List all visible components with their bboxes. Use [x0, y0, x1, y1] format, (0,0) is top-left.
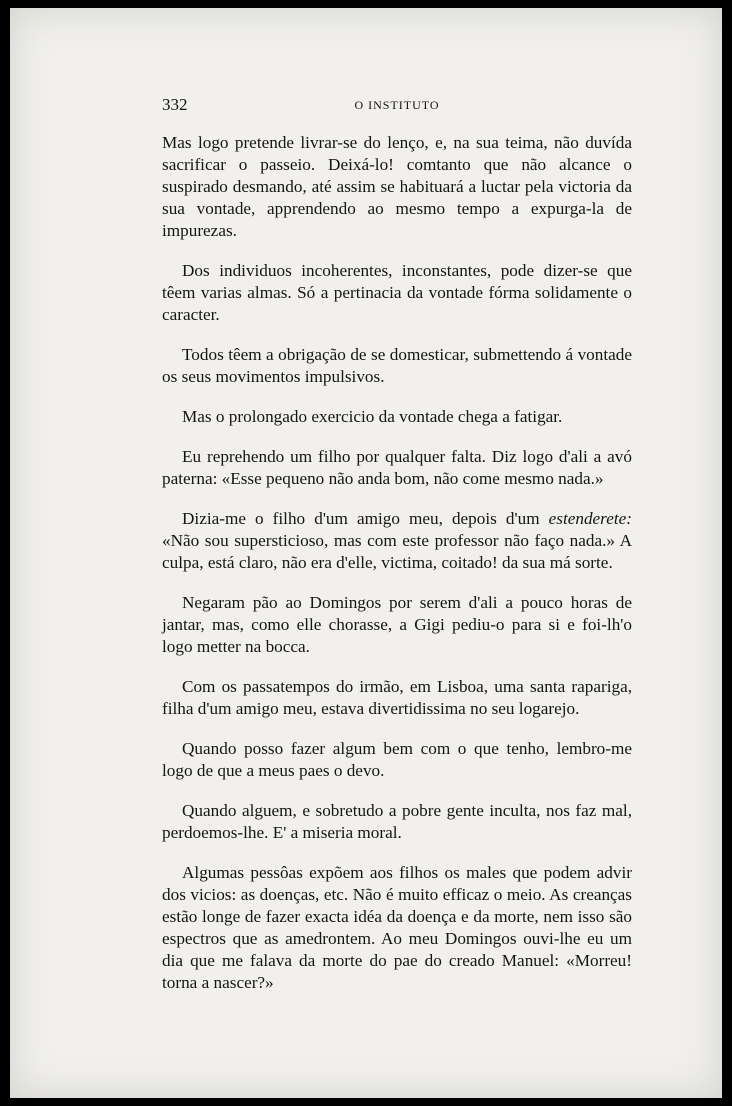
paragraph-8: Com os passatempos do irmão, em Lisboa, uma santa rapariga, filha d'um amigo meu, estava divertidissima no seu logarejo. — [162, 677, 632, 718]
paragraph-9: Quando posso fazer algum bem com o que tenho, lembro-me logo de que a meus paes o devo. — [162, 739, 632, 780]
paragraph-1: Mas logo pretende livrar-se do lenço, e, na sua teima, não duvída sacrificar o passeio. Deixá-lo! comtanto que não alcance o suspirado desmando, até assim se habituará a luctar pela victoria da sua vontade, apprendendo ao mesmo tempo a expurga-la de impurezas. — [162, 133, 632, 240]
paragraph-11: Algumas pessôas expõem aos filhos os males que podem advir dos vicios: as doenças, etc. Não é muito efficaz o meio. As creanças estão longe de fazer exacta idéa da doença e da morte, nem isso são espectros que as amedrontem. Ao meu Domingos ouvi-lhe eu um dia que me falava da morte do pae do creado Manuel: «Morreu! torna a nascer?» — [162, 863, 632, 992]
paragraph-7: Negaram pão ao Domingos por serem d'ali a pouco horas de jantar, mas, como elle chorasse, a Gigi pediu-o para si e foi-lh'o logo metter na bocca. — [162, 593, 632, 656]
running-title: O INSTITUTO — [354, 98, 440, 112]
paragraph-6-italic: estenderete: — [548, 509, 632, 528]
page-number: 332 — [162, 95, 188, 114]
paragraph-2: Dos individuos incoherentes, inconstantes, pode dizer-se que têem varias almas. Só a pertinacia da vontade fórma solidamente o caracter. — [162, 261, 632, 324]
paragraph-5: Eu reprehendo um filho por qualquer falta. Diz logo d'ali a avó paterna: «Esse pequeno não anda bom, não come mesmo nada.» — [162, 447, 632, 488]
paragraph-10: Quando alguem, e sobretudo a pobre gente inculta, nos faz mal, perdoemos-lhe. E' a miseria moral. — [162, 801, 632, 842]
paragraph-4: Mas o prolongado exercicio da vontade chega a fatigar. — [182, 407, 563, 426]
paragraph-6-after: «Não sou supersticioso, mas com este professor não faço nada.» A culpa, está claro, não era d'elle, victima, coitado! da sua má sorte. — [162, 531, 632, 572]
body-text — [162, 132, 632, 994]
paragraph-6-before: Dizia-me o filho d'um amigo meu, depois d'um — [182, 509, 549, 528]
paragraph-3: Todos têem a obrigação de se domesticar, submettendo á vontade os seus movimentos impulsivos. — [162, 345, 632, 386]
paragraph-6 — [162, 508, 632, 574]
page-header — [162, 95, 632, 117]
